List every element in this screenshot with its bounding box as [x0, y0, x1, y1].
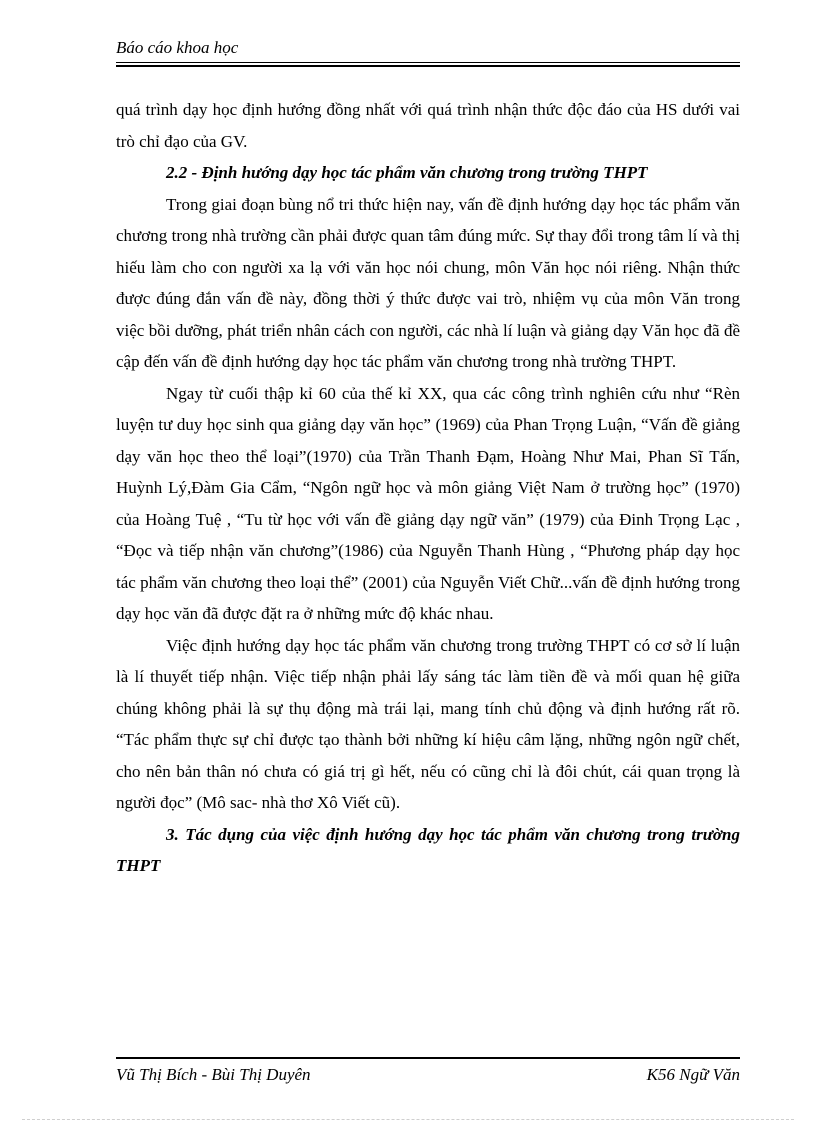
header-divider: [116, 62, 740, 67]
paragraph-context: Trong giai đoạn bùng nổ tri thức hiện nay, vấn đề định hướng dạy học tác phẩm văn chương trong nhà trường cần phải được quan tâm đúng mức. Sự thay đổi trong tâm lí và thị hiếu làm cho con người xa lạ với văn học nói chung, môn Văn học nói riêng. Nhận thức được đúng đắn vấn đề này, đồng thời ý thức được vai trò, nhiệm vụ của môn Văn trong việc bồi dưỡng, phát triển nhân cách con người, các nhà lí luận và giảng dạy Văn học đã đề cập đến vấn đề định hướng dạy học tác phẩm văn chương trong nhà trường THPT.: [116, 194, 740, 371]
footer-divider: [116, 1057, 740, 1059]
footer-class: K56 Ngữ Văn: [646, 1065, 740, 1084]
paragraph-research-history: Ngay từ cuối thập kỉ 60 của thế kỉ XX, qua các công trình nghiên cứu như “Rèn luyện tư duy học sinh qua giảng dạy văn học” (1969) của Phan Trọng Luận, “Vấn đề giảng dạy văn học theo thể loại”(1970) của Trần Thanh Đạm, Hoàng Như Mai, Phan Sĩ Tấn, Huỳnh Lý,Đàm Gia Cẩm, “Ngôn ngữ học và môn giảng Việt Nam ở trường học” (1970) của Hoàng Tuệ , “Tu từ học với vấn đề giảng dạy ngữ văn” (1979) của Đinh Trọng Lạc , “Đọc và tiếp nhận văn chương”(1986) của Nguyễn Thanh Hùng , “Phương pháp dạy học tác phẩm văn chương theo loại thể” (2001) của Nguyễn Viết Chữ...vấn đề định hướng trong dạy học văn đã được đặt ra ở những mức độ khác nhau.: [116, 383, 740, 623]
document-body: [116, 94, 740, 882]
paragraph-reception-theory: Việc định hướng dạy học tác phẩm văn chương trong trường THPT có cơ sở lí luận là lí thuyết tiếp nhận. Việc tiếp nhận phải lấy sáng tác làm tiền đề và mối quan hệ giữa chúng không phải là sự thụ động mà trái lại, mang tính chủ động và định hướng rất rõ. “Tác phẩm thực sự chỉ được tạo thành bởi những kí hiệu câm lặng, những ngôn ngữ chết, cho nên bản thân nó chưa có giá trị gì hết, nếu có cũng chỉ là đôi chút, cái quan trọng là người đọc” (Mô sac- nhà thơ Xô Viết cũ).: [116, 635, 740, 812]
page-bottom-edge: [22, 1119, 794, 1120]
paragraph-continuation: quá trình dạy học định hướng đồng nhất với quá trình nhận thức độc đáo của HS dưới vai trò chỉ đạo của GV.: [116, 100, 740, 151]
section-heading-3: 3. Tác dụng của việc định hướng dạy học tác phẩm văn chương trong trường THPT: [116, 824, 740, 875]
section-heading-2-2: 2.2 - Định hướng dạy học tác phẩm văn chương trong trường THPT: [166, 163, 648, 182]
footer-authors: Vũ Thị Bích - Bùi Thị Duyên: [116, 1065, 311, 1084]
page-header-title: Báo cáo khoa học: [116, 38, 239, 57]
